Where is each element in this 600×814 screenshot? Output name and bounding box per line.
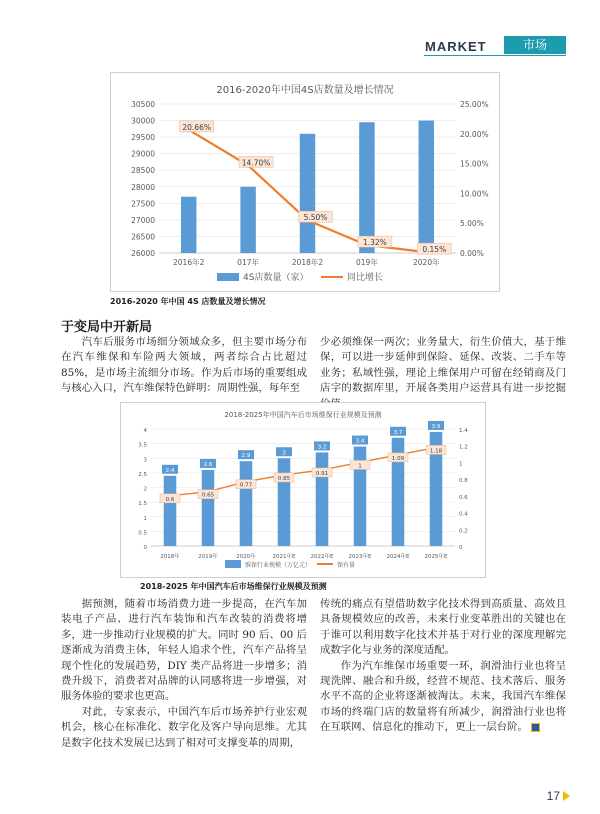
line-data-label: 20.66% (182, 122, 212, 132)
body-column-left-upper (61, 335, 307, 397)
body-column-left-lower (61, 597, 307, 751)
y-right-tick-label: 0.00% (460, 249, 484, 258)
y-left-tick-label: 28000 (131, 182, 155, 192)
y-left-tick-label: 26000 (131, 249, 155, 258)
x-tick-label: 2024年E (386, 554, 410, 560)
y-left-tick-label: 30500 (131, 100, 155, 109)
y-left-tick-label: 29000 (131, 149, 155, 159)
y-left-tick-label: 30000 (131, 116, 155, 126)
line-data-label: 14.70% (241, 158, 271, 168)
chart-caption: 2016-2020 年中国 4S 店数量及增长情况 (110, 297, 266, 306)
y-left-tick-label: 1 (143, 515, 147, 522)
y-left-tick-label: 0 (143, 545, 147, 551)
bar-data-label: 2.4 (165, 467, 175, 474)
y-left-tick-label: 4 (143, 428, 147, 434)
bar-data-label: 3.7 (393, 429, 403, 436)
bar-data-label: 2.6 (203, 461, 213, 468)
y-left-tick-label: 29500 (131, 133, 155, 143)
y-right-tick-label: 1.4 (459, 428, 468, 434)
line-data-label: 0.77 (239, 482, 253, 489)
y-right-tick-label: 25.00% (460, 100, 489, 109)
y-right-tick-label: 0.6 (459, 494, 468, 501)
y-left-tick-label: 0.5 (138, 530, 147, 537)
line-data-label: 1.32% (362, 238, 387, 248)
line-data-label: 1.18 (429, 448, 443, 455)
bar (300, 134, 315, 253)
y-right-tick-label: 15.00% (460, 159, 489, 169)
y-right-tick-label: 0 (459, 545, 463, 551)
chart-maintenance-scale (120, 402, 486, 578)
bar (181, 197, 196, 253)
paragraph-text: 作为汽车维保市场重要一环，润滑油行业也将呈现洗牌、融合和升级，经营不规范、技术落后、服务水平不高的企业将逐渐被淘汰。未来，我国汽车维保市场的终端门店的数量将有所减少，润滑油行业也将在互联网、信息化的推动下，更上一层台阶。 (320, 659, 566, 734)
x-tick-label: 2022年E (310, 554, 334, 560)
y-left-tick-label: 28500 (131, 166, 155, 176)
paragraph (320, 659, 566, 736)
y-left-tick-label: 27500 (131, 199, 155, 209)
line-data-label: 0.91 (315, 470, 329, 477)
x-tick-label: 2020年 (236, 554, 256, 560)
line-data-label: 0.15% (422, 245, 447, 255)
chart-maintenance-scale-svg (121, 403, 485, 577)
y-left-tick-label: 3.5 (138, 442, 147, 449)
paragraph: 传统的痛点有望借助数字化技术得到高质量、高效且具备规模效应的改善，未来行业变革胜出的关键也在于谁可以利用数字化技术并基于对行业的深度理解完成数字化与业务的深度适配。 (320, 598, 566, 657)
line-data-label: 5.50% (303, 213, 328, 223)
y-right-tick-label: 10.00% (460, 189, 489, 199)
y-right-tick-label: 0.4 (459, 511, 468, 518)
line-data-label: 0.85 (277, 475, 291, 482)
line-data-label: 1 (358, 463, 362, 470)
bar-data-label: 3.9 (431, 423, 441, 430)
paragraph: 汽车后服务市场细分领域众多，但主要市场分布在汽车维保和车险两大领域，两者综合占比超过85%，是市场主流细分市场。作为后市场的重要组成与核心入口，汽车维保特色鲜明：周期性强，每年至 (61, 336, 307, 395)
y-left-tick-label: 2 (143, 486, 147, 493)
body-column-right-lower (320, 597, 566, 736)
bar-data-label: 2.9 (241, 453, 251, 460)
y-left-tick-label: 1.5 (138, 501, 147, 508)
bar (316, 452, 329, 546)
x-tick-label: 2025年E (424, 554, 448, 560)
line-data-label: 1.09 (391, 455, 405, 462)
paragraph: 据预测，随着市场消费力进一步提高，在汽车加装电子产品、进行汽车装饰和汽车改装的消费将增多，进一步推动行业规模的扩大。同时 90 后、00 后逐渐成为消费主体，年轻人追求个性，汽车产品将呈现个性化的发展趋势，DIY 类产品将进一步增多；消费升级下，消费者对品牌的认同感将进一步增强，对服务体验的要求也更高。 (61, 598, 307, 703)
bar (202, 470, 215, 546)
chart-4s-stores (110, 72, 500, 292)
chart-title: 2018-2025年中国汽车后市场维保行业规模及预测 (224, 411, 382, 419)
bar (419, 121, 434, 253)
legend-label-line: 同比增长 (347, 273, 384, 283)
line-data-label: 0.65 (201, 492, 215, 499)
section-label-en: MARKET (425, 39, 487, 54)
y-right-tick-label: 0.2 (459, 528, 468, 535)
y-left-tick-label: 3 (143, 457, 147, 464)
x-tick-label: 017年 (237, 258, 260, 267)
body-column-right-upper (320, 335, 566, 412)
x-tick-label: 2023年E (348, 554, 372, 560)
bar (164, 476, 177, 546)
legend-label-bar: 4S店数量（家） (243, 273, 309, 283)
page-number: 17 (546, 789, 560, 803)
header-rule (424, 55, 566, 56)
bar (278, 458, 291, 546)
y-right-tick-label: 5.00% (460, 219, 484, 229)
chart-title: 2016-2020年中国4S店数量及增长情况 (216, 85, 394, 96)
legend-label-bar: 维保行业规模（万亿元） (245, 562, 312, 569)
y-right-tick-label: 20.00% (460, 129, 489, 139)
y-left-tick-label: 26500 (131, 232, 155, 242)
chart-caption: 2018-2025 年中国汽车后市场维保行业规模及预测 (140, 582, 327, 591)
x-tick-label: 2016年2 (173, 258, 205, 267)
y-left-tick-label: 2.5 (138, 471, 147, 478)
bar (240, 461, 253, 546)
bar (359, 122, 374, 253)
section-title: 于变局中开新局 (61, 320, 153, 335)
bar (240, 187, 255, 253)
line-data-label: 0.6 (165, 496, 175, 503)
x-tick-label: 2018年 (160, 554, 180, 560)
x-tick-label: 2021年E (272, 554, 296, 560)
x-tick-label: 019年 (355, 258, 378, 267)
y-right-tick-label: 1.2 (459, 444, 468, 451)
legend-label-line: 保有量 (337, 562, 356, 569)
paragraph: 少必须维保一两次；业务量大，衍生价值大，基于维保，可以进一步延伸到保险、延保、改装、二手车等业务；私域性强，理论上维保用户可留在经销商及门店字的数据库里，开展各类用户运营具有进一步挖掘 (320, 336, 566, 395)
paragraph: 对此，专家表示，中国汽车后市场养护行业宏观机会，核心在标准化、数字化及客户导向思维。尤其是数字化技术发展已达到了相对可支撑变革的周期， (61, 705, 307, 749)
y-right-tick-label: 1 (459, 461, 463, 468)
bar-data-label: 3.4 (355, 438, 365, 445)
x-tick-label: 2019年 (198, 554, 218, 560)
bar-data-label: 3.2 (317, 444, 327, 451)
legend-swatch-bar (225, 560, 241, 568)
page-arrow-icon (563, 791, 570, 801)
end-mark-icon (531, 723, 540, 732)
y-left-tick-label: 27000 (131, 215, 155, 225)
bar-data-label: 3 (282, 450, 286, 457)
x-tick-label: 2018年2 (291, 258, 324, 267)
y-right-tick-label: 0.8 (459, 478, 468, 485)
chart-4s-stores-svg (111, 73, 499, 291)
section-tab: 市场 (504, 36, 566, 54)
x-tick-label: 2020年 (413, 258, 440, 267)
legend-swatch-bar (217, 273, 239, 281)
